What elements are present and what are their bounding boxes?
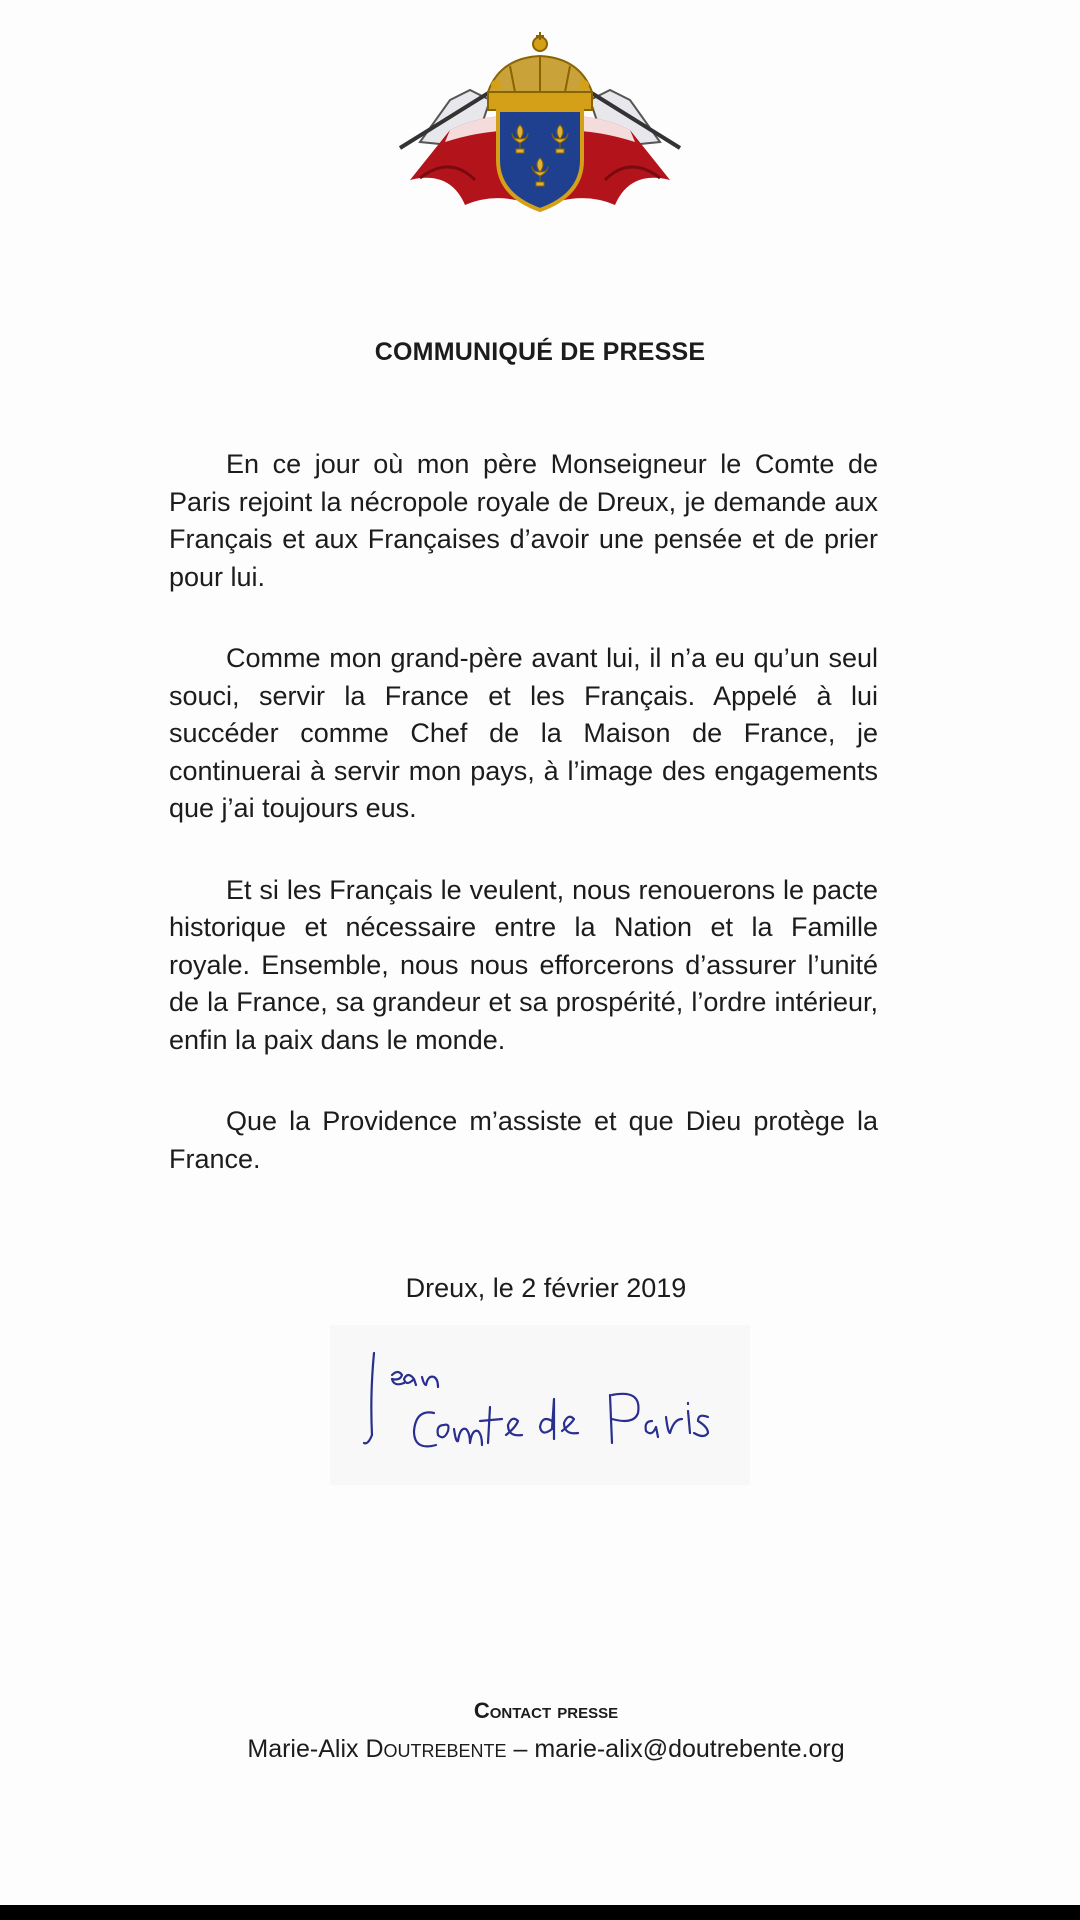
contact-line bbox=[0, 1735, 1080, 1764]
contact-separator: – bbox=[513, 1735, 528, 1763]
dateline: Dreux, le 2 février 2019 bbox=[405, 1273, 687, 1303]
bottom-bar bbox=[0, 1905, 1080, 1920]
paragraph: Que la Providence m’assiste et que Dieu protège la France. bbox=[169, 1106, 878, 1174]
contact-heading: Contact presse bbox=[473, 1698, 619, 1723]
handwritten-signature bbox=[330, 1325, 750, 1485]
paragraph: Et si les Français le veulent, nous renouerons le pacte historique et nécessaire entre la Nation et la Famille royale. Ensemble, nous nous efforcerons d’assurer l’unité de la France, sa grandeur et sa prospérité, l’ordre intérieur, enfin la paix dans le monde. bbox=[169, 874, 878, 1055]
page-title: COMMUNIQUÉ DE PRESSE bbox=[374, 338, 706, 366]
paragraph: En ce jour où mon père Monseigneur le Comte de Paris rejoint la nécropole royale de Dreux, je demande aux Français et aux Françaises d’avoir une pensée et de prier pour lui. bbox=[169, 449, 878, 592]
contact-last-name: Doutrebente bbox=[365, 1735, 507, 1763]
contact-first-name: Marie-Alix bbox=[247, 1735, 359, 1763]
body-text bbox=[169, 446, 878, 1222]
royal-coat-of-arms-icon bbox=[380, 30, 700, 215]
paragraph: Comme mon grand-père avant lui, il n’a eu qu’un seul souci, servir la France et les Français. Appelé à lui succéder comme Chef de la Maison de France, je continuerai à servir mon pays, à l’image des engagements que j’ai toujours eus. bbox=[169, 643, 878, 823]
contact-email-link[interactable]: marie-alix@doutrebente.org bbox=[534, 1735, 845, 1763]
